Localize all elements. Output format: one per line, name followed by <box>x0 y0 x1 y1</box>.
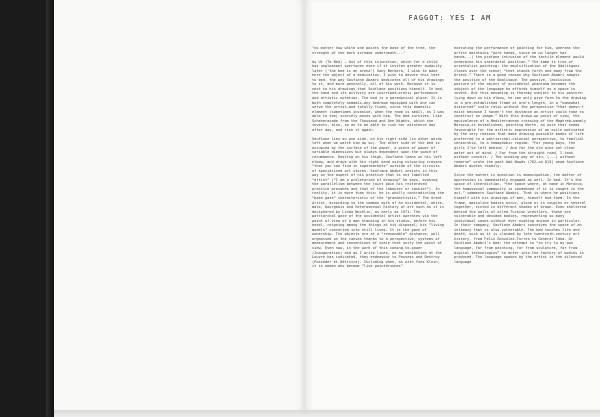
paragraph: Since the matter in question is emancipation, the matter of oppression is immediately engaged as well. In bed. It’s the space of interdiction, “the space where, at home in Morocco, the homosexual community is condemned if it is caught in the act,” comments Soufiane Ababri. That is where he positions himself with his drawings of men, himself and them. In the frame, masculine bodies occur, alone or in couples or several together, tinted in different shades of brown. Even sheltered behind the walls of oiled Turkish wrestlers, these are vulnerable and denuded bodies, representing so many individual cases without ever evoking anyone in particular. In their company, Soufiane Ababri conceives the space of an intimacy that is also vulnerable. The bed touches life and death, such as it is claimed by late twentieth-century art history, from Felix Gonzalez-Torres to General Idea. Or Soufiane Ababri’s bed: the attempt to “to try to my own language, far from painting, far from sculpture, far from digital technologies” to enter into the factory of bodies is produced. The language spoken by the artist is the silenced language <box>454 173 586 264</box>
page-title: FAGGOT: YES I AM <box>408 14 492 22</box>
paragraph: As Ut (To Bed) — Out of this injunction, which for a child has unpleasant overtones even if it invites greater audacity later (‘the bed is an arena’) Sony Berbera, I wish to make here the object of a dedication. I wish to devote this text to bed, the way Soufiane Ababri dedicates all of his drawings to it, and more generally, all of his work. Because it is next to his drawings that Soufiane positions himself. In bed, the hand and its activity are inscribed—erotic performance and artistic notation. The bed is a paradoxical place. It is both completely nomadic—any bedroom equipped with one can serve the artist—and totally fixed, since this domestic element (sometimes invasive, when the room is small, as I was able to see) scarcely moves with him. The bed survives. Like Scheherazade from the Thousand and One Nights, which she invents, also, so as to be able to risk her existence day after day, and risk it again. <box>312 59 444 132</box>
paragraph: "no matter how white one paints the base of the tree, the strength of the bark screams underneath..." <box>312 46 436 55</box>
paragraph: Soufiane lies on one side, on his right side (in other words left when we watch him do so). The other side of the bed is occupied by the surface of the paper, a piece of paper of variable dimensions but always dependent upon the space of recumbence. Resting on his thigh, Soufiane leans on his left elbow, and draws with his right hand using colouring crayons “that you can find in supermarkets” outside of the circuits of specialised art stores. Soufiane Ababri insists in this way on the aspect of his practice that is not labelled “artist” (“I am a proletarian of drawing” he says, evoking the parallelism between the joint pain his reiterated practice provokes and that of the labourer or cashier”). In reality, it is more than this: he is wholly contradicting the “base gaze” characteristic of the “grandartistic,” The Great Artist, according to the common myth of an occidental, white, male, bourgeois and heterosexual history of art such as it is deciphered by Linda Nochlin, as early as 1971. The patriarchal gaze of the occidental artist operates via the point of view of a man standing in his studio, before his easel, reigning among the things at his disposal; his “living models” converted into still lives. It is the gaze of ownership. The objects are at a “reasonable” distance, well organised on the canvas thanks to a perspective, systems of measurement and conventions of scale that unify the point of view. Even now, in the work of this coming-to-power (Inauguration) and as I write lines, as an exhibition at the Louvre has indicated, they endeavour to Possess and Destroy (Posséder et Détruire). Including when, as with Yves Klein, it is women who become “live paintbrushes” <box>312 136 444 269</box>
left-page-blank <box>54 0 304 410</box>
text-column-right <box>454 46 588 264</box>
right-page <box>304 0 600 410</box>
page-bottom-shadow <box>54 410 600 417</box>
cover-edge <box>46 0 54 417</box>
text-column-left <box>312 46 446 269</box>
paragraph: executing the performance of painting for him, whereas the artist maintains “pure hands, since he no longer has hands...) the profane intrusion of the tactile element would undermine his sacerdotal position.” The same is true of orientalist painting: the emulsification of the Odalisques closes over the scene; “that stands forth and away from the Orient.” There is a good reason why Soufiane Ababri adopts the position of the Odalisque. The passive, lascivious posture of the object of occidental phantasm becomes the subject of the language he affords himself as a space to invent. But this becoming is thereby subject to his posture: lying down on his elbow, he can only give form to the drawing in a pre-established frame at arm’s length, in a “somewhat distorted” scale ratio without the perspective “that doesn’t exist because I haven’t the distance an artist could take to construct an image.” With this drawn-up point of view, the equivalence of a Mediterranean crossing of the Maghreb—namely Morocco—is established, pointing North, an axis that seems favourable for the artistic expression of an exile motivated by the very reasons that make drawing possible modes of life preferred to a patriarchal-colonial perspective, to familial censorship, to a homophobic regime. “For young boys, the girls I’ve left behind. / And for the old wine set clear water out of mind. / Far from the straight road, I took without conceit. / The winding way of sin, (...) without remorse” wrote the poet Abū Nuwās (762–ca 813) whom Soufiane Ababri quotes readily. <box>454 46 586 169</box>
